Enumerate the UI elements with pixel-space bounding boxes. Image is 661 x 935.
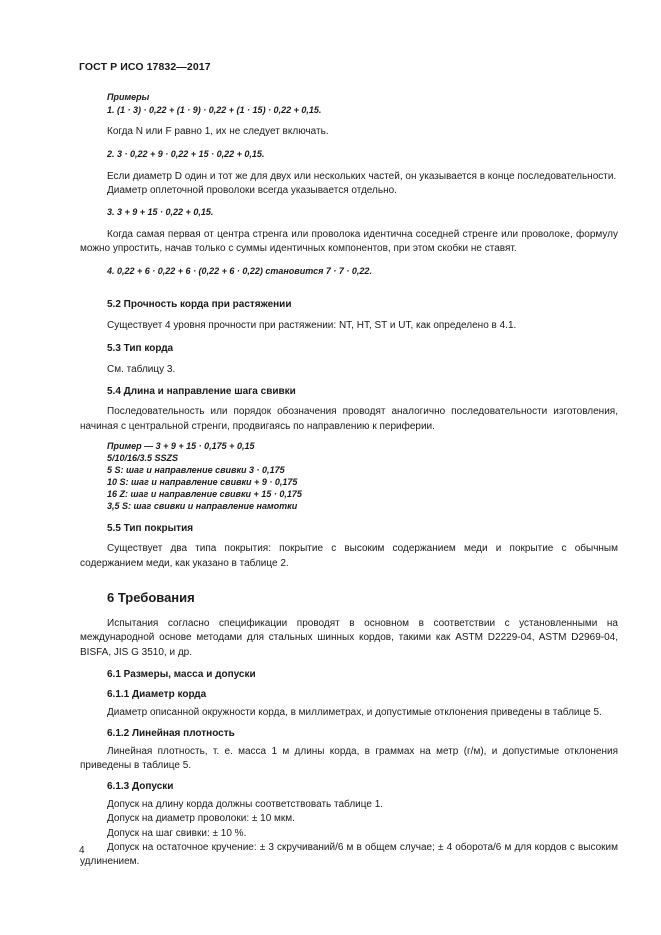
section-5-3-title: 5.3 Тип корда — [107, 342, 174, 354]
section-6-1-1-text: Диаметр описанной окружности корда, в миллиметрах, и допустимые отклонения приведены в таблице 5. — [107, 707, 602, 719]
lay-example-line: Пример — 3 + 9 + 15 · 0,175 + 0,15 — [107, 441, 255, 452]
tolerance-line: Допуск на длину корда должны соответствовать таблице 1. — [107, 798, 384, 810]
section-5-3-text: См. таблицу 3. — [107, 363, 176, 375]
tolerance-line: Допуск на остаточное кручение: ± 3 скручиваний/6 м в общем случае; ± 4 оборота/6 м для кордов с высоким удлинением. — [80, 841, 618, 868]
section-6-1-title: 6.1 Размеры, масса и допуски — [107, 668, 256, 680]
example-2: 2. 3 · 0,22 + 9 · 0,22 + 15 · 0,22 + 0,15. — [107, 149, 265, 160]
section-5-5-title: 5.5 Тип покрытия — [107, 523, 194, 535]
lay-example-line: 16 Z: шаг и направление свивки + 15 · 0,175 — [107, 489, 302, 500]
tolerance-line: Допуск на шаг свивки: ± 10 %. — [107, 827, 247, 839]
example-4: 4. 0,22 + 6 · 0,22 + 6 · (0,22 + 6 · 0,22) становится 7 · 7 · 0,22. — [107, 266, 372, 277]
paragraph-n-f: Когда N или F равно 1, их не следует включать. — [107, 126, 329, 137]
lay-example-line: 5/10/16/3.5 SSZS — [107, 453, 179, 464]
section-5-4-title: 5.4 Длина и направление шага свивки — [107, 386, 296, 398]
section-6-1-3-title: 6.1.3 Допуски — [107, 780, 174, 792]
section-6-1-1-title: 6.1.1 Диаметр корда — [107, 689, 207, 701]
lay-example-line: 10 S: шаг и направление свивки + 9 · 0,175 — [107, 477, 298, 488]
page-content — [80, 91, 618, 869]
examples-title: Примеры — [107, 92, 150, 102]
paragraph-simplify: Когда самая первая от центра стренга или проволока идентична соседней стренге или проволоке, формулу можно упростить, начав только с суммы идентичных компонентов, при этом скобки не ставят. — [80, 228, 618, 255]
document-header: ГОСТ Р ИСО 17832—2017 — [79, 61, 211, 73]
section-5-4-text: Последовательность или порядок обозначения проводят аналогично последовательности изготовления, начиная с центральной стренги, продвигаясь по направлению к периферии. — [80, 406, 618, 432]
paragraph-diameter-d: Если диаметр D один и тот же для двух или нескольких частей, он указывается в конце последовательности. — [107, 170, 617, 182]
example-1: 1. (1 · 3) · 0,22 + (1 · 9) · 0,22 + (1 · 15) · 0,22 + 0,15. — [107, 104, 322, 115]
section-6-1-2-title: 6.1.2 Линейная плотность — [107, 727, 235, 739]
lay-example-line: 5 S: шаг и направление свивки 3 · 0,175 — [107, 465, 285, 476]
tolerance-line: Допуск на диаметр проволоки: ± 10 мкм. — [107, 813, 295, 825]
example-3: 3. 3 + 9 + 15 · 0,22 + 0,15. — [107, 207, 214, 218]
section-6-title: 6 Требования — [107, 589, 195, 605]
lay-example-line: 3,5 S: шаг свивки и направление намотки — [107, 501, 298, 512]
section-5-2-text: Существует 4 уровня прочности при растяжении: NT, HT, ST и UT, как определено в 4.1. — [107, 320, 517, 332]
page-number: 4 — [79, 845, 85, 856]
section-6-1-2-text: Линейная плотность, т. е. масса 1 м длины корда, в граммах на метр (г/м), и допустимые отклонения приведены в таблице 5. — [80, 746, 618, 772]
section-5-5-text: Существует два типа покрытия: покрытие с высоким содержанием меди и покрытие с обычным содержанием меди, как указано в таблице 2. — [80, 543, 618, 569]
section-5-2-title: 5.2 Прочность корда при растяжении — [107, 298, 292, 310]
paragraph-wrap-wire: Диаметр оплеточной проволоки всегда указывается отдельно. — [107, 185, 397, 197]
section-6-text: Испытания согласно спецификации проводят в основном в соответствии с установленными на международной основе методами для стальных шинных кордов, такими как ASTM D2229-04, ASTM D2969-04, BISFA, JIS G 3510, и др. — [80, 617, 618, 658]
